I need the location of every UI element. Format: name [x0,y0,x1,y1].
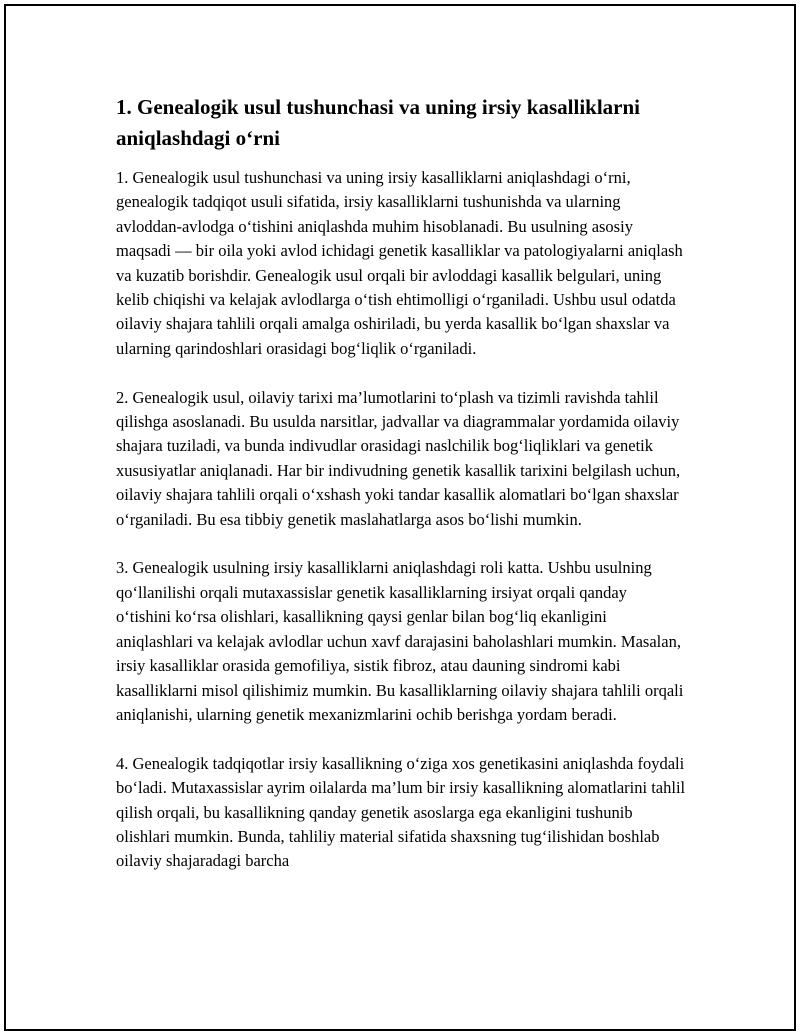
document-body [116,92,686,898]
paragraph-3: 3. Genealogik usulning irsiy kasalliklarni aniqlashdagi roli katta. Ushbu usulning qo‘llanilishi orqali mutaxassislar genetik kasalliklarning irsiyat orqali qanday o‘tishini ko‘rsa olishlari, kasallikning qaysi genlar bilan bog‘liq ekanligini aniqlashlari va kelajak avlodlar uchun xavf darajasini baholashlari mumkin. Masalan, irsiy kasalliklar orasida gemofiliya, sistik fibroz, atau dauning sindromi kabi kasalliklarni misol qilishimiz mumkin. Bu kasalliklarning oilaviy shajara tahlili orqali aniqlanishi, ularning genetik mexanizmlarini ochib berishga yordam beradi. [116,558,684,724]
paragraph-4: 4. Genealogik tadqiqotlar irsiy kasallikning o‘ziga xos genetikasini aniqlashda foydali bo‘ladi. Mutaxassislar ayrim oilalarda ma’lum bir irsiy kasallikning alomatlarini tahlil qilish orqali, bu kasallikning qanday genetik asoslarga ega ekanligini tushunib olishlari mumkin. Bunda, tahliliy material sifatida shaxsning tug‘ilishidan boshlab oilaviy shajaradagi barcha [116,753,686,871]
paragraph-1: 1. Genealogik usul tushunchasi va uning irsiy kasalliklarni aniqlashdagi o‘rni, genealogik tadqiqot usuli sifatida, irsiy kasalliklarni tushunishda va ularning avloddan-avlodga o‘tishini aniqlashda muhim hisoblanadi. Bu usulning asosiy maqsadi — bir oila yoki avlod ichidagi genetik kasalliklar va patologiyalarni aniqlash va kuzatib borishdir. Genealogik usul orqali bir avloddagi kasallik belgulari, uning kelib chiqishi va kelajak avlodlarga o‘tish ehtimolligi o‘rganiladi. Ushbu usul odatda oilaviy shajara tahlili orqali amalga oshiriladi, bu yerda kasallik bo‘lgan shaxslar va ularning qarindoshlari orasidagi bog‘liqlik o‘rganiladi. [116,168,683,358]
document-title: 1. Genealogik usul tushunchasi va uning irsiy kasalliklarni aniqlashdagi o‘rni [116,95,640,150]
paragraph-2: 2. Genealogik usul, oilaviy tarixi ma’lumotlarini to‘plash va tizimli ravishda tahlil qilishga asoslanadi. Bu usulda narsitlar, jadvallar va diagrammalar yordamida oilaviy shajara tuziladi, va bunda indivudlar orasidagi naslchilik bog‘liqliklari va genetik xususiyatlar aniqlanadi. Har bir indivudning genetik kasallik tarixini belgilash uchun, oilaviy shajara tahlili orqali o‘xshash yoki tandar kasallik alomatlari bo‘lgan shaxslar o‘rganiladi. Bu esa tibbiy genetik maslahatlarga asos bo‘lishi mumkin. [116,387,681,529]
